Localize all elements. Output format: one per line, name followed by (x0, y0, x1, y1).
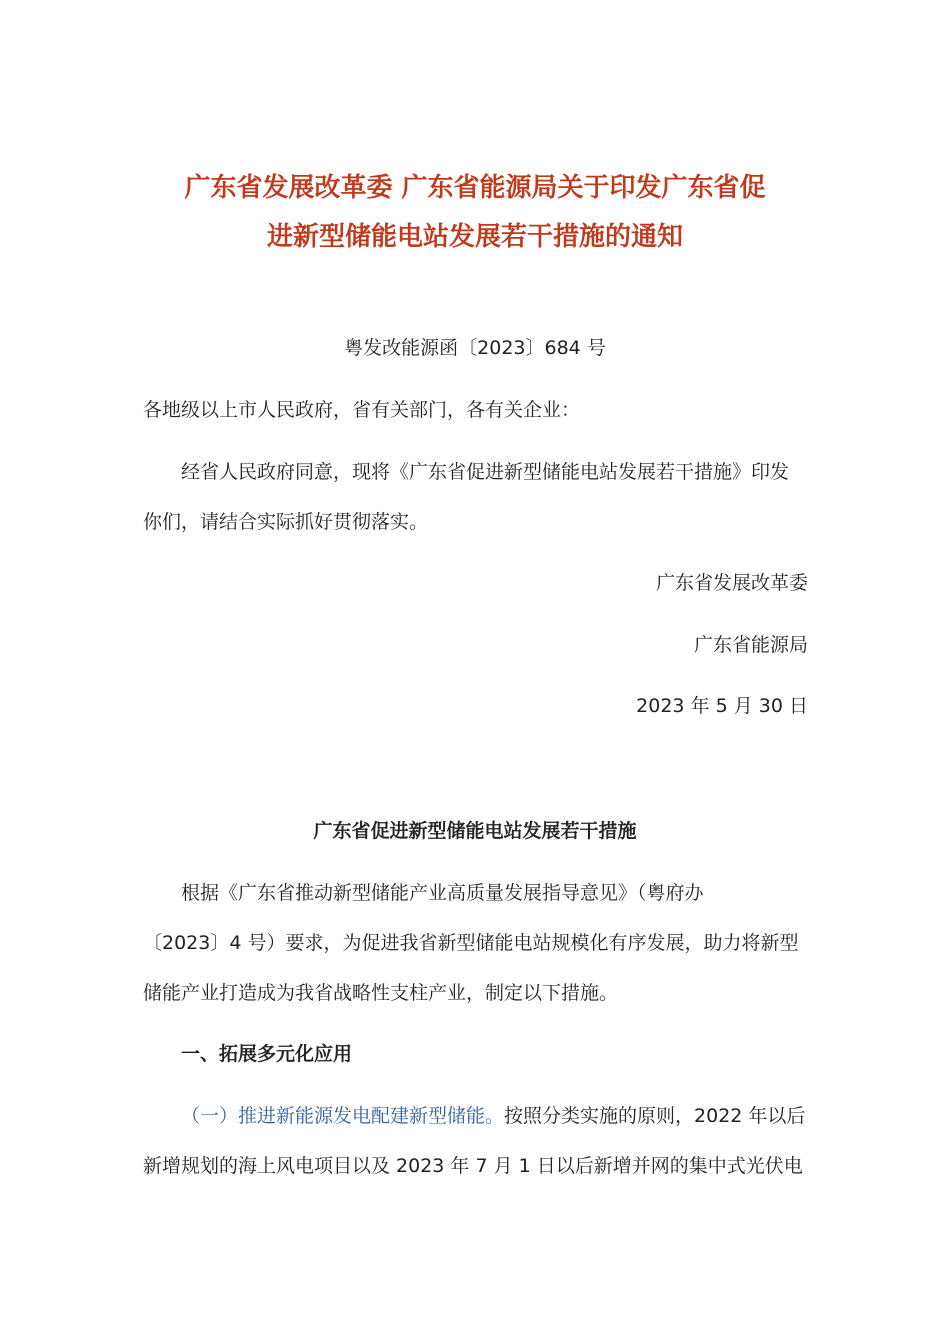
notice-title-line-1: 广东省发展改革委 广东省能源局关于印发广东省促 (184, 173, 766, 203)
measures-title: 广东省促进新型储能电站发展若干措施 (313, 820, 637, 842)
notice-title-line-2: 进新型储能电站发展若干措施的通知 (266, 222, 683, 252)
item-1-text: 按照分类实施的原则，2022 年以后 (504, 1105, 806, 1127)
item-1-label: （一）推进新能源发电配建新型储能。 (181, 1105, 505, 1127)
body-paragraph-line-2: 你们，请结合实际抓好贯彻落实。 (143, 511, 429, 533)
intro-paragraph-line-1: 根据《广东省推动新型储能产业高质量发展指导意见》（粤府办 (181, 882, 704, 904)
signer-energy-bureau: 广东省能源局 (693, 634, 808, 656)
section-heading-1: 一、拓展多元化应用 (181, 1043, 353, 1065)
issue-date: 2023 年 5 月 30 日 (636, 695, 808, 717)
salutation: 各地级以上市人民政府，省有关部门，各有关企业： (143, 399, 581, 421)
intro-paragraph-line-2: 〔2023〕4 号）要求，为促进我省新型储能电站规模化有序发展，助力将新型 (143, 932, 799, 954)
intro-paragraph-line-3: 储能产业打造成为我省战略性支柱产业，制定以下措施。 (143, 982, 619, 1004)
document-number: 粤发改能源函〔2023〕684 号 (344, 337, 606, 359)
body-paragraph-line-1: 经省人民政府同意，现将《广东省促进新型储能电站发展若干措施》印发 (181, 461, 790, 483)
item-1-line-1 (181, 1103, 805, 1129)
signer-development-reform: 广东省发展改革委 (655, 572, 808, 594)
item-1-line-2: 新增规划的海上风电项目以及 2023 年 7 月 1 日以后新增并网的集中式光伏电 (143, 1155, 803, 1177)
